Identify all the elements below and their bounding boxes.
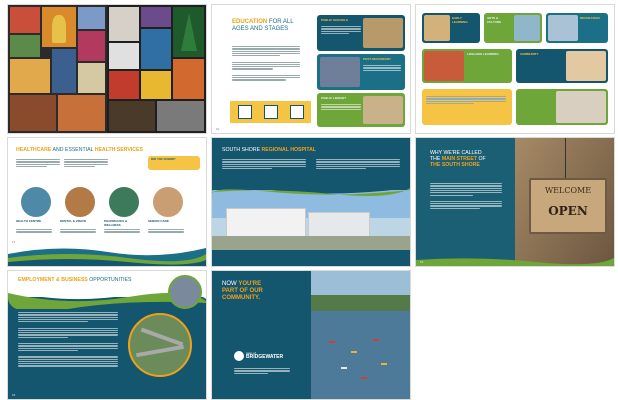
photo-garden	[10, 35, 40, 57]
card-title: EARLY LEARNING	[452, 16, 468, 24]
spread-main-street	[416, 138, 614, 266]
photo-people	[157, 101, 204, 131]
wave-decoration	[8, 244, 206, 266]
main-street-title-line2a: THE	[430, 156, 442, 163]
community-card	[422, 13, 480, 43]
photo-festival	[173, 59, 204, 99]
photo-crowd	[58, 95, 105, 131]
back-left-page	[212, 271, 311, 399]
spread-community-cards	[416, 5, 614, 133]
photo-river-kayaks	[311, 271, 410, 399]
photo-christmas-tree	[173, 7, 204, 57]
qr-code-icon[interactable]	[238, 105, 252, 119]
healthcare-title-highlight: HEALTHCARE	[16, 147, 52, 153]
photo-recreation	[548, 15, 578, 41]
sign-welcome-text: WELCOME	[544, 186, 592, 195]
employment-title-highlight: EMPLOYMENT & BUSINESS	[18, 277, 88, 283]
photo-crafts	[10, 59, 50, 93]
photo-arts	[514, 15, 540, 41]
circle-photo-business	[168, 275, 202, 309]
hospital-title-light: SOUTH SHORE	[222, 147, 262, 153]
qr-code-icon[interactable]	[290, 105, 304, 119]
card-title: ARTS & CULTURE	[487, 16, 502, 24]
logo-mark-icon	[234, 351, 244, 361]
photo-painting	[78, 7, 105, 29]
community-card-photo	[516, 89, 608, 125]
spread-healthcare	[8, 138, 206, 266]
photo-butterflies	[109, 101, 155, 131]
photo-students	[320, 57, 360, 87]
page-number: 16	[12, 393, 16, 397]
spread-hospital	[212, 138, 410, 266]
qr-code-strip	[230, 101, 311, 123]
card-title: POST-SECONDARY	[363, 57, 392, 61]
community-title-line1: NOW	[222, 281, 239, 287]
education-card	[317, 54, 405, 90]
photo-lanterns	[109, 71, 139, 99]
community-title-highlight: YOU'RE	[238, 281, 262, 287]
page-number: 15	[420, 260, 424, 264]
spread-employment	[8, 271, 206, 399]
education-left-page	[212, 5, 311, 133]
community-card	[546, 13, 608, 43]
photo-hospital-building	[212, 190, 410, 250]
community-card	[516, 49, 608, 83]
circle-caption: DENTAL & VISION	[60, 219, 86, 223]
education-card	[317, 93, 405, 127]
photo-parade	[109, 43, 139, 69]
card-title: COMMUNITY	[520, 52, 539, 56]
logo-name-text: BRIDGEWATER	[246, 354, 284, 360]
main-street-title-highlight: MAIN STREET	[441, 156, 477, 163]
card-title: RECREATION	[580, 16, 600, 20]
education-right-page	[311, 5, 410, 133]
wave-decoration	[416, 256, 614, 266]
page-number: 12	[12, 240, 16, 244]
healthcare-title-rest: AND ESSENTIAL	[51, 147, 95, 153]
welcome-open-sign	[529, 178, 607, 234]
circle-caption: HEALTH CENTRE	[16, 219, 42, 223]
hospital-title	[222, 147, 402, 153]
photo-market	[78, 63, 105, 93]
photo-balloons	[10, 7, 40, 33]
photo-classroom-2	[566, 51, 606, 81]
circle-photo-dental	[64, 186, 96, 218]
circle-caption: PHARMACIES & WELLNESS	[104, 219, 128, 227]
photo-students-reading	[556, 91, 606, 123]
education-card	[317, 15, 405, 51]
photo-workshop	[424, 51, 464, 81]
education-title	[232, 19, 302, 33]
card-title: LIFELONG LEARNING	[467, 52, 499, 56]
hospital-title-bold: REGIONAL HOSPITAL	[261, 147, 317, 153]
healthcare-title-highlight-2: HEALTH SERVICES	[94, 147, 143, 153]
collage-left-page	[8, 5, 107, 133]
qr-code-icon[interactable]	[264, 105, 278, 119]
did-you-know-label: DID YOU KNOW?	[151, 157, 176, 161]
photo-flowers	[78, 31, 105, 61]
photo-butterfly	[141, 71, 171, 99]
card-title: PUBLIC SCHOOLS	[321, 18, 348, 22]
photo-kids	[424, 15, 450, 41]
main-street-title-line3: THE SOUTH SHORE	[430, 162, 480, 169]
healthcare-title	[16, 147, 206, 153]
circle-photo-senior-care	[152, 186, 184, 218]
photo-welcome-sign	[515, 138, 614, 266]
community-title-line3: COMMUNITY.	[222, 295, 260, 301]
education-title-highlight: EDUCATION	[232, 19, 268, 25]
sign-open-text: OPEN	[548, 204, 588, 218]
community-card-text	[422, 89, 512, 125]
card-title: PUBLIC LIBRARY	[321, 96, 347, 100]
community-title-line2: PART OF OUR	[222, 288, 263, 294]
photo-lights	[141, 7, 171, 27]
photo-dancer	[42, 7, 76, 47]
circle-photo-health-centre	[20, 186, 52, 218]
circle-photo-aerial-town	[128, 313, 192, 377]
collage-right-page	[107, 5, 206, 133]
did-you-know-box	[148, 156, 200, 170]
community-card	[484, 13, 542, 43]
employment-title	[18, 277, 178, 283]
spread-community-back	[212, 271, 410, 399]
education-title-rest: FOR ALL AGES AND STAGES	[232, 19, 294, 32]
photo-performer	[52, 49, 76, 93]
wave-decoration	[212, 182, 410, 198]
photo-classroom	[363, 18, 403, 48]
spread-education	[212, 5, 410, 133]
community-card	[422, 49, 512, 83]
photo-dancers	[141, 29, 171, 69]
community-title	[222, 281, 306, 302]
page-number: 10	[216, 127, 220, 131]
circle-caption: SENIOR CARE	[148, 219, 169, 223]
main-street-title-line2c: OF	[477, 156, 486, 163]
logo-town-text: town of	[246, 351, 256, 355]
education-body-text	[232, 45, 300, 82]
employment-title-rest: OPPORTUNITIES	[87, 277, 132, 283]
main-street-title-line1: WHY WE'RE CALLED	[430, 150, 482, 156]
main-street-title	[430, 150, 510, 169]
photo-library	[363, 96, 403, 124]
photo-church	[109, 7, 139, 41]
circle-photo-pharmacy	[108, 186, 140, 218]
spread-photo-collage	[8, 5, 206, 133]
photo-food	[10, 95, 56, 131]
